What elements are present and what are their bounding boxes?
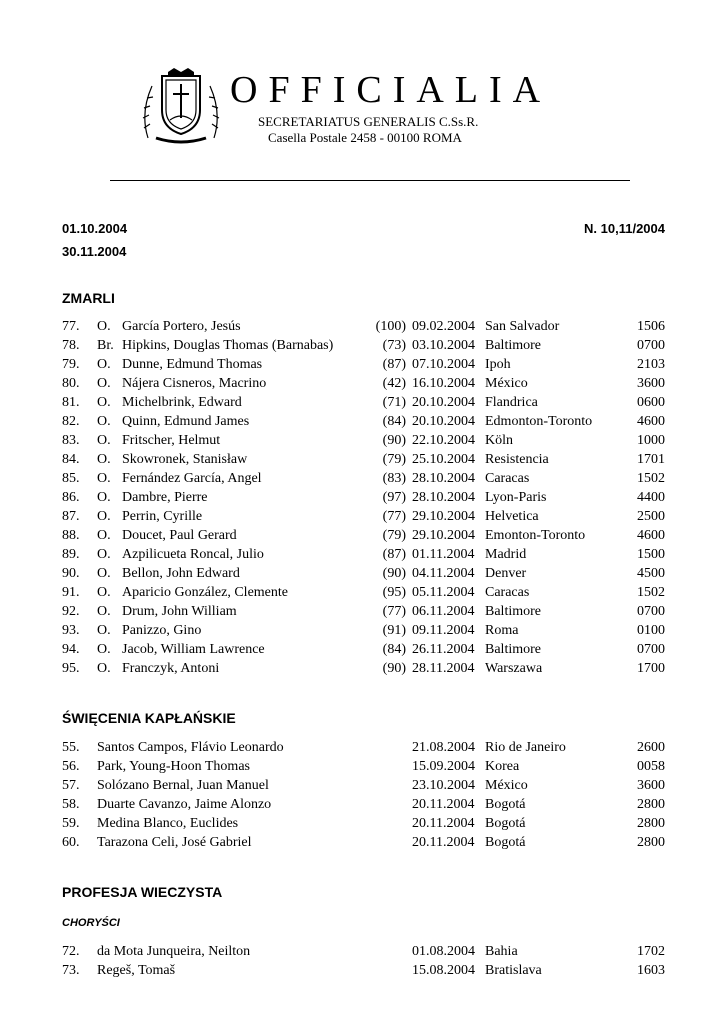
entry-date: 28.10.2004 — [412, 490, 475, 505]
list-item — [0, 374, 724, 393]
list-item — [0, 355, 724, 374]
entry-code: 2800 — [637, 835, 665, 850]
entry-place: Bogotá — [485, 797, 526, 812]
entry-place: San Salvador — [485, 319, 560, 334]
entry-place: Rio de Janeiro — [485, 740, 566, 755]
entry-place: Madrid — [485, 547, 527, 562]
date-to: 30.11.2004 — [62, 244, 127, 259]
entry-number: 94. — [62, 642, 80, 657]
entry-title: O. — [97, 604, 111, 619]
entry-place: Resistencia — [485, 452, 549, 467]
entry-name: Dambre, Pierre — [122, 490, 208, 505]
entry-name: Aparicio González, Clemente — [122, 585, 288, 600]
entry-date: 20.10.2004 — [412, 414, 475, 429]
entry-number: 89. — [62, 547, 80, 562]
entry-code: 4400 — [637, 490, 665, 505]
entry-date: 23.10.2004 — [412, 778, 475, 793]
list-item — [0, 431, 724, 450]
entry-date: 20.11.2004 — [412, 797, 475, 812]
entry-code: 1502 — [637, 471, 665, 486]
entry-name: Doucet, Paul Gerard — [122, 528, 237, 543]
entry-title: O. — [97, 357, 111, 372]
entry-age: (77) — [382, 509, 406, 524]
document-address: Casella Postale 2458 - 00100 ROMA — [268, 130, 462, 145]
entry-number: 59. — [62, 816, 80, 831]
entry-age: (100) — [375, 319, 406, 334]
entry-age: (90) — [382, 661, 406, 676]
entry-code: 1000 — [637, 433, 665, 448]
entry-place: Baltimore — [485, 604, 541, 619]
entry-code: 1500 — [637, 547, 665, 562]
entry-title: O. — [97, 509, 111, 524]
entry-title: O. — [97, 566, 111, 581]
entry-code: 1702 — [637, 944, 665, 959]
entry-title: O. — [97, 452, 111, 467]
entry-place: Bogotá — [485, 835, 526, 850]
list-item — [0, 526, 724, 545]
entry-place: Baltimore — [485, 338, 541, 353]
entry-code: 2800 — [637, 797, 665, 812]
list-item — [0, 336, 724, 355]
entry-code: 1506 — [637, 319, 665, 334]
entry-place: Bahia — [485, 944, 518, 959]
list-item — [0, 393, 724, 412]
entry-name: Duarte Cavanzo, Jaime Alonzo — [97, 797, 272, 812]
entry-code: 0700 — [637, 338, 665, 353]
entry-title: O. — [97, 471, 111, 486]
entry-number: 79. — [62, 357, 80, 372]
list-item — [0, 488, 724, 507]
entry-date: 29.10.2004 — [412, 528, 475, 543]
entry-age: (77) — [382, 604, 406, 619]
entry-date: 28.11.2004 — [412, 661, 475, 676]
list-item — [0, 659, 724, 678]
list-item — [0, 640, 724, 659]
entry-title: O. — [97, 414, 111, 429]
crest-emblem-icon — [138, 68, 224, 144]
entry-date: 06.11.2004 — [412, 604, 475, 619]
entry-age: (90) — [382, 433, 406, 448]
entry-place: Warszawa — [485, 661, 543, 676]
list-item — [0, 942, 724, 961]
entry-title: Br. — [97, 338, 114, 353]
profesja-list — [0, 942, 724, 980]
entry-place: México — [485, 376, 528, 391]
entry-title: O. — [97, 642, 111, 657]
entry-title: O. — [97, 319, 111, 334]
list-item — [0, 814, 724, 833]
entry-place: Ipoh — [485, 357, 511, 372]
entry-age: (79) — [382, 528, 406, 543]
entry-place: Edmonton-Toronto — [485, 414, 593, 429]
entry-number: 55. — [62, 740, 80, 755]
entry-code: 2500 — [637, 509, 665, 524]
list-item — [0, 507, 724, 526]
list-item — [0, 545, 724, 564]
entry-date: 15.08.2004 — [412, 963, 475, 978]
entry-name: Medina Blanco, Euclides — [97, 816, 239, 831]
entry-name: Fernández García, Angel — [122, 471, 262, 486]
entry-place: México — [485, 778, 528, 793]
list-item — [0, 602, 724, 621]
entry-name: Dunne, Edmund Thomas — [122, 357, 263, 372]
entry-age: (97) — [382, 490, 406, 505]
entry-age: (90) — [382, 566, 406, 581]
date-from: 01.10.2004 — [62, 221, 128, 236]
list-item — [0, 961, 724, 980]
list-item — [0, 317, 724, 336]
entry-number: 72. — [62, 944, 80, 959]
entry-name: Santos Campos, Flávio Leonardo — [97, 740, 284, 755]
entry-name: Quinn, Edmund James — [122, 414, 250, 429]
entry-code: 1700 — [637, 661, 665, 676]
entry-title: O. — [97, 528, 111, 543]
list-item — [0, 412, 724, 431]
entry-date: 20.11.2004 — [412, 816, 475, 831]
entry-age: (83) — [382, 471, 406, 486]
entry-place: Caracas — [485, 585, 530, 600]
entry-code: 0600 — [637, 395, 665, 410]
entry-number: 91. — [62, 585, 80, 600]
list-item — [0, 738, 724, 757]
entry-place: Köln — [485, 433, 513, 448]
list-item — [0, 583, 724, 602]
entry-name: Tarazona Celi, José Gabriel — [97, 835, 252, 850]
list-item — [0, 795, 724, 814]
entry-date: 03.10.2004 — [412, 338, 475, 353]
entry-date: 15.09.2004 — [412, 759, 475, 774]
entry-age: (84) — [382, 642, 406, 657]
entry-date: 25.10.2004 — [412, 452, 475, 467]
entry-code: 1603 — [637, 963, 665, 978]
entry-code: 2600 — [637, 740, 665, 755]
entry-date: 16.10.2004 — [412, 376, 475, 391]
list-item — [0, 833, 724, 852]
entry-name: Jacob, William Lawrence — [122, 642, 265, 657]
entry-place: Bogotá — [485, 816, 526, 831]
entry-date: 21.08.2004 — [412, 740, 475, 755]
entry-number: 77. — [62, 319, 80, 334]
entry-date: 09.02.2004 — [412, 319, 475, 334]
entry-title: O. — [97, 623, 111, 638]
entry-age: (87) — [382, 357, 406, 372]
entry-number: 83. — [62, 433, 80, 448]
entry-number: 93. — [62, 623, 80, 638]
entry-age: (91) — [382, 623, 406, 638]
subsection-title-choryści: CHORYŚCI — [62, 917, 120, 929]
entry-name: García Portero, Jesús — [122, 319, 241, 334]
entry-name: Park, Young-Hoon Thomas — [97, 759, 250, 774]
entry-date: 04.11.2004 — [412, 566, 475, 581]
entry-place: Roma — [485, 623, 519, 638]
entry-number: 90. — [62, 566, 80, 581]
entry-age: (79) — [382, 452, 406, 467]
entry-name: Regeš, Tomaš — [97, 963, 176, 978]
entry-number: 92. — [62, 604, 80, 619]
entry-date: 05.11.2004 — [412, 585, 475, 600]
swiecenia-list — [0, 738, 724, 852]
entry-name: Panizzo, Gino — [122, 623, 202, 638]
entry-number: 82. — [62, 414, 80, 429]
entry-code: 0058 — [637, 759, 665, 774]
entry-title: O. — [97, 395, 111, 410]
entry-title: O. — [97, 547, 111, 562]
list-item — [0, 564, 724, 583]
entry-date: 20.11.2004 — [412, 835, 475, 850]
entry-name: Michelbrink, Edward — [122, 395, 242, 410]
entry-place: Helvetica — [485, 509, 539, 524]
entry-number: 86. — [62, 490, 80, 505]
entry-date: 26.11.2004 — [412, 642, 475, 657]
list-item — [0, 776, 724, 795]
entry-name: Azpilicueta Roncal, Julio — [122, 547, 264, 562]
zmarli-list — [0, 317, 724, 678]
entry-name: Franczyk, Antoni — [122, 661, 220, 676]
entry-code: 0700 — [637, 642, 665, 657]
entry-age: (95) — [382, 585, 406, 600]
entry-title: O. — [97, 376, 111, 391]
entry-age: (73) — [382, 338, 406, 353]
entry-number: 56. — [62, 759, 80, 774]
entry-title: O. — [97, 490, 111, 505]
entry-number: 78. — [62, 338, 80, 353]
entry-age: (87) — [382, 547, 406, 562]
entry-title: O. — [97, 661, 111, 676]
entry-date: 20.10.2004 — [412, 395, 475, 410]
entry-place: Lyon-Paris — [485, 490, 547, 505]
issue-number: N. 10,11/2004 — [584, 221, 665, 236]
entry-number: 85. — [62, 471, 80, 486]
entry-date: 01.11.2004 — [412, 547, 475, 562]
list-item — [0, 621, 724, 640]
entry-code: 4600 — [637, 528, 665, 543]
entry-name: Drum, John William — [122, 604, 237, 619]
entry-date: 07.10.2004 — [412, 357, 475, 372]
entry-code: 1502 — [637, 585, 665, 600]
entry-number: 81. — [62, 395, 80, 410]
entry-number: 84. — [62, 452, 80, 467]
entry-name: Skowronek, Stanisław — [122, 452, 248, 467]
list-item — [0, 469, 724, 488]
entry-title: O. — [97, 585, 111, 600]
entry-age: (71) — [382, 395, 406, 410]
entry-place: Bratislava — [485, 963, 542, 978]
entry-code: 3600 — [637, 778, 665, 793]
entry-number: 88. — [62, 528, 80, 543]
entry-name: Nájera Cisneros, Macrino — [122, 376, 267, 391]
entry-name: Fritscher, Helmut — [122, 433, 221, 448]
section-title-swiecenia: ŚWIĘCENIA KAPŁAŃSKIE — [62, 710, 236, 726]
entry-code: 3600 — [637, 376, 665, 391]
entry-date: 28.10.2004 — [412, 471, 475, 486]
list-item — [0, 450, 724, 469]
entry-code: 0700 — [637, 604, 665, 619]
entry-date: 01.08.2004 — [412, 944, 475, 959]
entry-number: 73. — [62, 963, 80, 978]
entry-code: 4500 — [637, 566, 665, 581]
entry-place: Baltimore — [485, 642, 541, 657]
header-divider — [110, 180, 630, 181]
entry-title: O. — [97, 433, 111, 448]
entry-code: 2800 — [637, 816, 665, 831]
entry-number: 95. — [62, 661, 80, 676]
entry-code: 1701 — [637, 452, 665, 467]
entry-name: Hipkins, Douglas Thomas (Barnabas) — [122, 338, 334, 353]
entry-place: Flandrica — [485, 395, 538, 410]
entry-age: (42) — [382, 376, 406, 391]
section-title-zmarli: ZMARLI — [62, 290, 115, 306]
document-subtitle: SECRETARIATUS GENERALIS C.Ss.R. — [258, 114, 479, 129]
document-title: OFFICIALIA — [230, 69, 552, 111]
entry-code: 4600 — [637, 414, 665, 429]
entry-place: Korea — [485, 759, 520, 774]
entry-code: 2103 — [637, 357, 665, 372]
list-item — [0, 757, 724, 776]
entry-number: 87. — [62, 509, 80, 524]
entry-date: 22.10.2004 — [412, 433, 475, 448]
entry-age: (84) — [382, 414, 406, 429]
entry-name: da Mota Junqueira, Neilton — [97, 944, 251, 959]
entry-date: 29.10.2004 — [412, 509, 475, 524]
section-title-profesja: PROFESJA WIECZYSTA — [62, 884, 223, 900]
entry-number: 57. — [62, 778, 80, 793]
entry-name: Bellon, John Edward — [122, 566, 240, 581]
entry-name: Perrin, Cyrille — [122, 509, 203, 524]
entry-date: 09.11.2004 — [412, 623, 475, 638]
entry-code: 0100 — [637, 623, 665, 638]
entry-name: Solózano Bernal, Juan Manuel — [97, 778, 269, 793]
entry-place: Denver — [485, 566, 527, 581]
entry-number: 80. — [62, 376, 80, 391]
entry-number: 60. — [62, 835, 80, 850]
entry-place: Emonton-Toronto — [485, 528, 586, 543]
entry-place: Caracas — [485, 471, 530, 486]
entry-number: 58. — [62, 797, 80, 812]
